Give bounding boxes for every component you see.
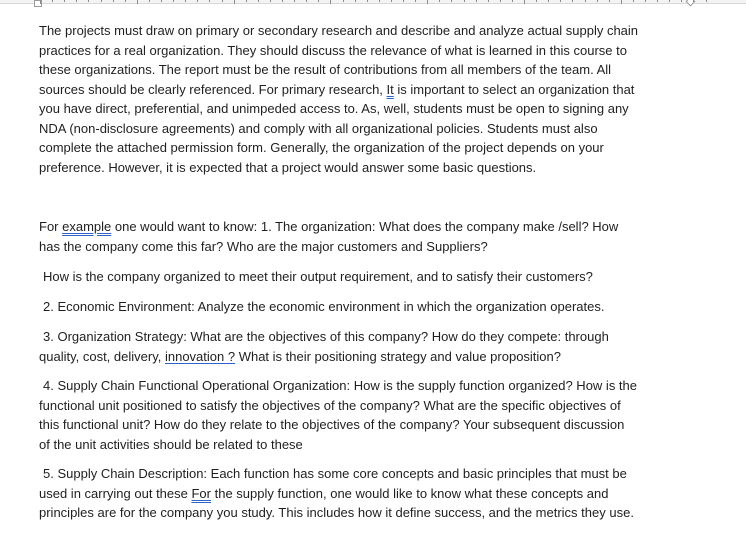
ruler-tick (270, 0, 271, 2)
ruler-tick (548, 0, 549, 2)
ruler-tick (40, 0, 41, 4)
ruler-tick (161, 0, 162, 2)
text-run: What is their positioning strategy and value proposition? (235, 348, 562, 364)
ruler-tick (560, 0, 561, 2)
ruler-tick (137, 0, 138, 4)
ruler-tick (524, 0, 525, 4)
ruler-tick (693, 0, 694, 2)
text-line: How is the company organized to meet their output requirement, and to satisfy their customers? (43, 269, 593, 284)
ruler-tick (258, 0, 259, 2)
ruler-tick (500, 0, 501, 2)
ruler-tick (113, 0, 114, 2)
text-line: these organizations. The report must be the result of contributions from all members of the team. All (39, 62, 612, 77)
ruler-tick (330, 0, 331, 4)
ruler-tick (415, 0, 416, 2)
ruler-tick (209, 0, 210, 2)
ruler-tick (64, 0, 65, 2)
text-line: The projects must draw on primary or secondary research and describe and analyze actual supply chain (39, 23, 639, 38)
ruler-tick (657, 0, 658, 2)
paragraph-supply-chain-description (39, 464, 669, 523)
text-line (39, 80, 669, 100)
ruler-tick (609, 0, 610, 2)
ruler-tick (379, 0, 380, 2)
text-line: 5. Supply Chain Description: Each function has some core concepts and basic principles that must be (43, 466, 627, 481)
ruler-tick (306, 0, 307, 2)
ruler-tick (669, 0, 670, 2)
text-line: 3. Organization Strategy: What are the objectives of this company? How do they compete: through (43, 329, 609, 344)
ruler-tick (88, 0, 89, 2)
ruler-tick (367, 0, 368, 2)
text-line: preference. However, it is expected that a project would answer some basic questions. (39, 159, 537, 175)
ruler-tick (645, 0, 646, 2)
horizontal-ruler[interactable] (0, 0, 746, 8)
text-line: practices for a real organization. They should discuss the relevance of what is learned in this course to (39, 42, 627, 58)
text-line: NDA (non-disclosure agreements) and comply with all organizational policies. Students must also (39, 120, 598, 136)
ruler-tick (488, 0, 489, 2)
text-run: the supply function, one would like to know what these concepts and (210, 485, 609, 501)
ruler-tick (621, 0, 622, 4)
text-line: has the company come this far? Who are the major customers and Suppliers? (39, 238, 488, 254)
ruler-tick (572, 0, 573, 2)
ruler-tick (681, 0, 682, 2)
text-line: 4. Supply Chain Functional Operational Organization: How is the supply function organized? How is the (43, 378, 638, 393)
text-run: sources should be clearly referenced. For primary research, (39, 81, 387, 97)
grammar-flag-example[interactable]: example (62, 219, 112, 234)
ruler-tick (173, 0, 174, 2)
paragraph-example (39, 217, 669, 256)
ruler-tick (597, 0, 598, 2)
ruler-tick (125, 0, 126, 2)
text-line: principles are for the company you study. This includes how it define success, and the metrics they use. (39, 505, 634, 520)
ruler-tick (536, 0, 537, 2)
text-line: you have direct, preferential, and unimpeded access to. As, well, students must be open to signing any (39, 101, 629, 116)
ruler-tick (451, 0, 452, 2)
paragraph-economic-environment (43, 297, 669, 317)
ruler-tick (234, 0, 235, 4)
text-run: is important to select an organization that (393, 81, 635, 97)
ruler-tick (391, 0, 392, 2)
ruler-tick (343, 0, 344, 2)
text-line (39, 217, 669, 237)
ruler-tick (585, 0, 586, 2)
text-line: 2. Economic Environment: Analyze the economic environment in which the organization operates. (43, 299, 605, 314)
ruler-tick (52, 0, 53, 2)
text-line (39, 347, 669, 367)
ruler-tick (197, 0, 198, 2)
text-run: one would want to know: 1. The organization: What does the company make /sell? How (111, 219, 619, 234)
ruler-tick (318, 0, 319, 2)
grammar-flag-innovation[interactable]: innovation ? (164, 348, 236, 364)
ruler-tick (282, 0, 283, 2)
ruler-tick (464, 0, 465, 2)
ruler-tick (512, 0, 513, 2)
text-run: For (39, 219, 63, 234)
ruler-tick (403, 0, 404, 2)
ruler-tick (185, 0, 186, 2)
paragraph-intro (39, 21, 669, 177)
ruler-tick (706, 0, 707, 2)
text-line: functional unit positioned to satisfy the objectives of the company? What are the specific objectives of (39, 397, 621, 413)
text-line: of the unit activities should be related to these (39, 436, 303, 452)
grammar-flag-it[interactable]: It (386, 81, 394, 97)
paragraph-organization-strategy (39, 327, 669, 366)
ruler-tick (149, 0, 150, 2)
ruler-tick (246, 0, 247, 2)
text-run: quality, cost, delivery, (39, 348, 165, 364)
ruler-tick (633, 0, 634, 2)
ruler-tick (222, 0, 223, 2)
grammar-flag-for[interactable]: For (191, 485, 211, 501)
ruler-tick (355, 0, 356, 2)
ruler-tick (476, 0, 477, 2)
paragraph-functional-organization (39, 376, 669, 454)
ruler-tick (76, 0, 77, 2)
text-run: used in carrying out these (39, 485, 192, 501)
ruler-tick (294, 0, 295, 2)
ruler-tick (427, 0, 428, 4)
ruler-tick (101, 0, 102, 2)
paragraph-organization (43, 267, 669, 287)
text-line: complete the attached permission form. Generally, the organization of the project depends on your (39, 140, 604, 155)
text-line: this functional unit? How do they relate to the objectives of the company? Your subsequent discussion (39, 417, 625, 432)
text-line (39, 484, 669, 504)
ruler-tick (439, 0, 440, 2)
